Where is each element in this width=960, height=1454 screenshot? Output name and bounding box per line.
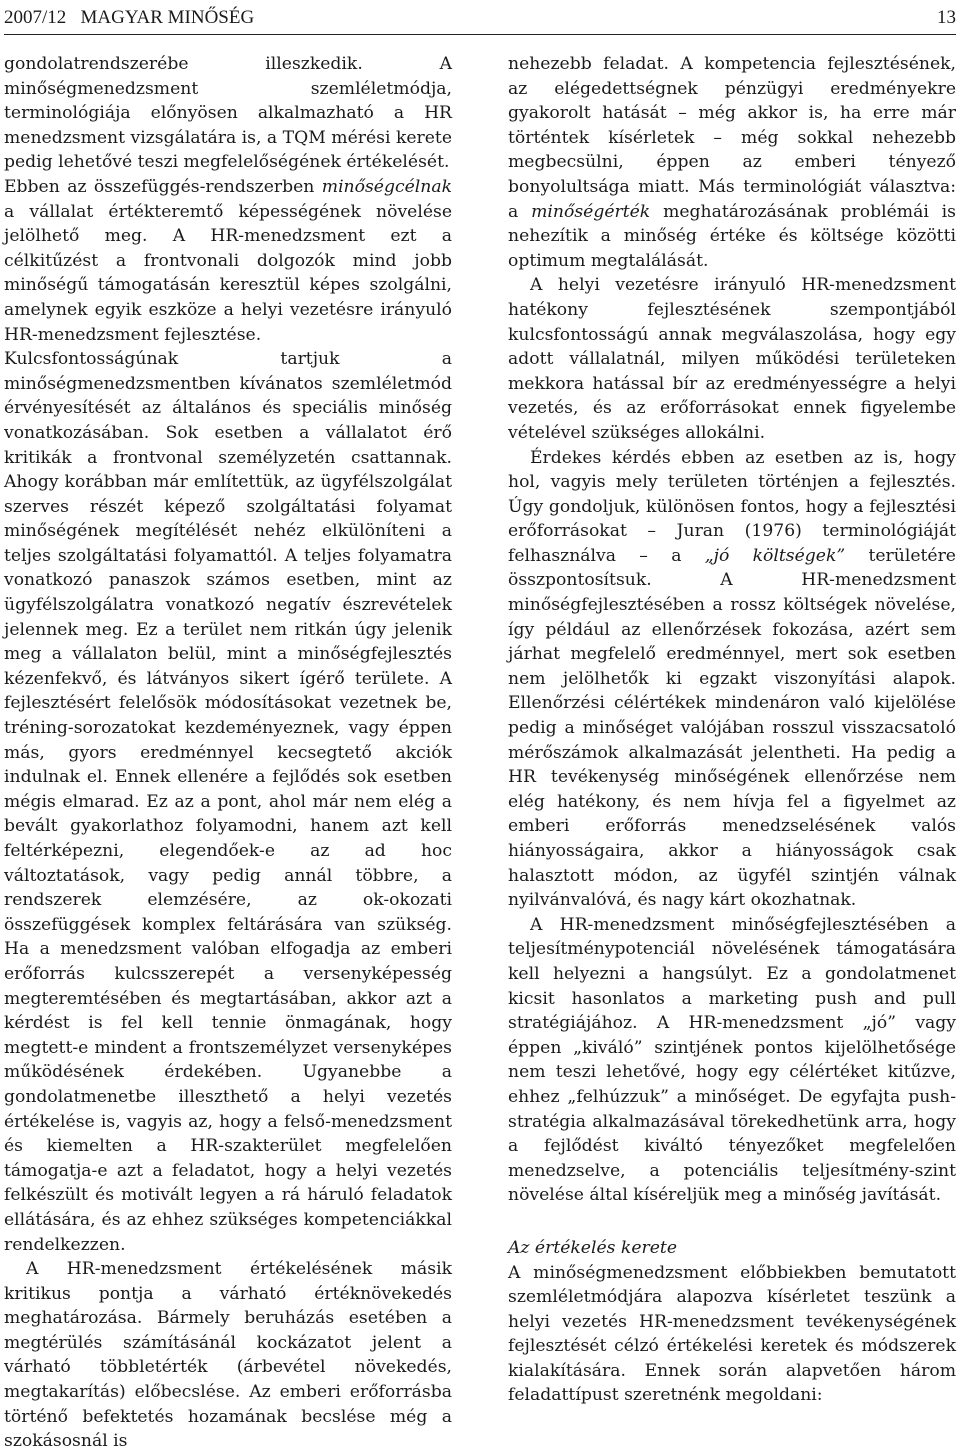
paragraph: A minőségmenedzsment előbbiekben bemutatott szemléletmódjára alapozva kísérletet teszünk a helyi vezetés HR-menedzsment tevékenységének fejlesztését célzó értékelési keretek és módszerek kialakítására. Ennek során alapvetően három feladattípust szeretnénk megoldani:	[508, 1262, 956, 1406]
paragraph	[508, 446, 956, 913]
section-heading: Az értékelés kerete	[508, 1237, 677, 1258]
running-header	[4, 2, 956, 35]
paragraph: A helyi vezetésre irányuló HR-menedzsment hatékony fejlesztésének szempontjából kulcsfontosságú annak megválaszolása, hogy egy adott vállalatnál, milyen működési területeken mekkora hatással bír az eredményességre a helyi vezetés, és az erőforrásokat ennek figyelembe vételével szükséges allokálni.	[508, 275, 956, 443]
text-run: meghatározásának problémái is nehezítik a minőség értéke és költsége közötti optimum megtalálását.	[508, 201, 956, 271]
text-run: a vállalat értékteremtő képességének növelése jelölhető meg. A HR-menedzsment ezt a célkitűzést a frontvonali dolgozók mind jobb minőségű támogatásán keresztül képes szolgálni, amelynek egyik eszköze a helyi vezetésre irányuló HR-menedzsment fejlesztése.	[4, 201, 452, 345]
emphasis-term: minőségérték	[531, 201, 651, 222]
paragraph: A HR-menedzsment értékelésének másik kritikus pontja a várható értéknövekedés meghatározása. Bármely beruházás esetében a megtérülés számításánál kockázatot jelent a várható többletérték (árbevétel növekedés, megtakarítás) előbecslése. Az emberi erőforrásba történő befektetés hozamának becslése még a szokásosnál is	[4, 1259, 452, 1452]
text-run: nehezebb feladat. A kompetencia fejlesztésének, az elégedettségnek pénzügyi eredményekre gyakorolt hatását – még akkor is, ha erre már történtek kísérletek – még sokkal nehezebb megbecsülni, éppen az emberi tényező bonyolultsága miatt. Más terminológiát választva: a	[508, 54, 956, 222]
header-page-number: 13	[937, 7, 956, 28]
text-run: Ebben az összefüggés-rendszerben	[4, 176, 322, 197]
header-journal-issue: 2007/12 MAGYAR MINŐSÉG	[4, 7, 255, 28]
right-column	[508, 52, 956, 1408]
paragraph: Kulcsfontosságúnak tartjuk a minőségmenedzsmentben kívánatos szemléletmód érvényesítését az általános és speciális minőség vonatkozásában. Sok esetben a vállalatot érő kritikák a frontvonal személyzetén csattannak. Ahogy korábban már említettük, az ügyfélszolgálat szerves részét képező szolgáltatási folyamat minőségének megítélését nehéz elkülöníteni a teljes szolgáltatási folyamattól. A teljes folyamatra vonatkozó panaszok számos esetben, mint az ügyfélszolgálatra vonatkozó negatív észrevételek jelennek meg. Ez a terület nem ritkán úgy jelenik meg a vállalaton belül, mint a minőségfejlesztés kézenfekvő, és látványos sikert ígérő területe. A fejlesztésért felelősök módosításokat vezetnek be, tréning-sorozatokat kezdeményeznek, vagy éppen más, gyors eredménnyel kecsegtető akciók indulnak el. Ennek ellenére a fejlődés sok esetben mégis elmarad. Ez az a pont, ahol már nem elég a bevált gyakorlathoz folyamodni, hanem azt kell feltérképezni, elegendőek-e az ad hoc változtatások, vagy pedig annál többre, a rendszerek elemzésére, az ok-okozati összefüggések komplex feltárására van szükség. Ha a menedzsment valóban elfogadja az emberi erőforrás kulcsszerepét a versenyképesség megteremtésében és megtartásában, akkor azt a kérdést is fel kell tennie önmagának, hogy megtett-e mindent a frontszemélyzet versenyképes működésének érdekében. Ugyanebbe a gondolatmenetbe illeszthető a helyi vezetés értékelése is, vagyis az, hogy a felső-menedzsment és kiemelten a HR-szakterület megfelelően támogatja-e azt a feladatot, hogy a helyi vezetés felkészült és motivált legyen a rá háruló feladatok ellátására, és az ehhez szükséges kompetenciákkal rendelkezzen.	[4, 349, 452, 1255]
paragraph: gondolatrendszerébe illeszkedik. A minőségmenedzsment szemléletmódja, terminológiája előnyösen alkalmazható a HR menedzsment vizsgálatára is, a TQM mérési kerete pedig lehetővé teszi megfelelőségének értékelését.	[4, 54, 452, 173]
emphasis-term: „jó költségek”	[704, 545, 846, 566]
emphasis-term: minőségcélnak	[321, 176, 452, 197]
text-run: Érdekes kérdés ebben az esetben az is, hogy hol, vagyis mely területen történjen a fejlesztés. Úgy gondoljuk, különösen fontos, hogy a fejlesztési erőforrásokat – Juran (1976) terminológiáját felhasználva – a	[508, 447, 956, 566]
text-run: területére összpontosítsuk. A HR-menedzsment minőségfejlesztésében a rossz költségek növelése, így például az ellenőrzések fokozása, azért sem járhat megfelelő eredménnyel, mert sok esetben nem jelölhetők ki egzakt viszonyítási alapok. Ellenőrzési célértékek mindenáron való kijelölése pedig a minőséget valójában rosszul visszacsatoló mérőszámok alkalmazását jelentheti. Ha pedig a HR tevékenység minőségének ellenőrzése nem elég hatékony, és nem hívja fel a figyelmet az emberi erőforrás menedzselésének valós hiányosságaira, akkor a hiányosságok csak halasztott módon, az ügyfél szintjén válnak nyilvánvalóvá, és nagy kárt okozhatnak.	[508, 545, 956, 911]
paragraph	[508, 52, 956, 273]
paragraph: A HR-menedzsment minőségfejlesztésében a teljesítménypotenciál növelésének támogatására kell helyezni a hangsúlyt. Ez a gondolatmenet kicsit hasonlatos a marketing push and pull stratégiájához. A HR-menedzsment „jó” vagy éppen „kiváló” szintjének pontos kijelölhetősége nem teszi lehetővé, hogy egy célértéket kitűzve, ehhez „felhúzzuk” a minőséget. De egyfajta push-stratégia alkalmazásával törekedhetünk arra, hogy a fejlődést kiváltó tényezőket megfelelően menedzselve, a potenciális teljesítmény-szint növelése által kíséreljük meg a minőség javítását.	[508, 914, 956, 1206]
paragraph	[4, 175, 452, 347]
left-column	[4, 52, 452, 1454]
